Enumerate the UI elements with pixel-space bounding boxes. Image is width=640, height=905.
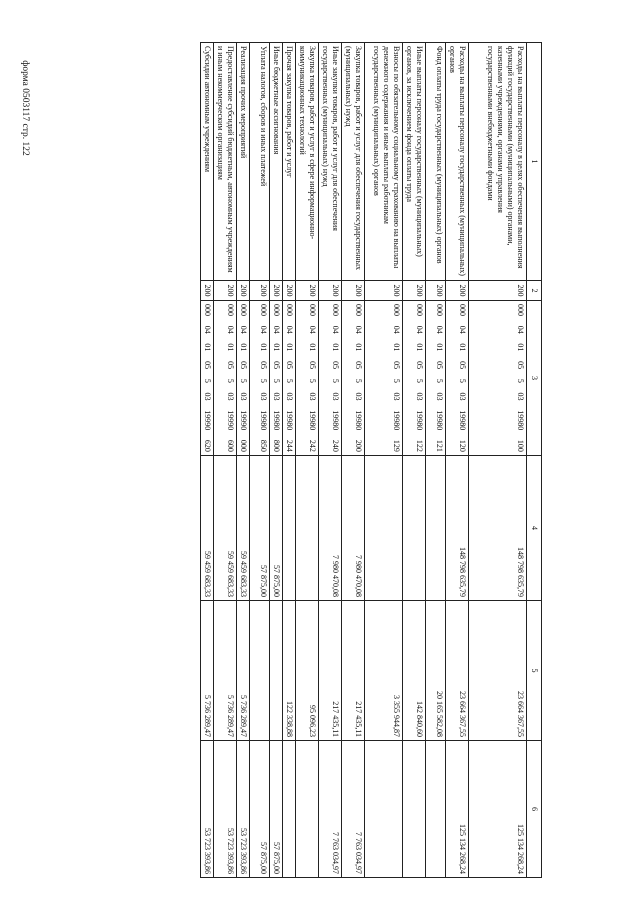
code-part: 04 [259, 325, 268, 334]
line-code: 200 [214, 281, 237, 301]
code-part: 05 [259, 361, 268, 370]
code-part: 19980 [308, 410, 317, 431]
code-part: 120 [458, 439, 467, 452]
code-parts [391, 304, 401, 452]
code-part: 000 [308, 304, 317, 316]
code-part: 5 [259, 378, 268, 383]
column-header: 4 [527, 456, 542, 601]
row-name: Субсидии автономным учреждениям [201, 43, 214, 281]
code-part: 19980 [392, 410, 401, 431]
line-code: 200 [270, 281, 283, 301]
line-code: 200 [426, 281, 446, 301]
unexecuted-amount: 125 134 268,24 [469, 741, 527, 878]
line-code: 200 [283, 281, 296, 301]
code-part: 03 [516, 392, 525, 401]
code-part: 04 [392, 325, 401, 334]
budget-classification-code [250, 301, 270, 456]
code-part: 03 [239, 392, 248, 401]
executed-amount: 95 096,23 [296, 601, 319, 741]
code-part: 000 [203, 304, 212, 316]
executed-amount: 5 736 289,47 [237, 601, 250, 741]
code-part: 19980 [415, 410, 424, 431]
column-number-row [527, 43, 542, 878]
code-part: 04 [239, 325, 248, 334]
code-part: 03 [435, 392, 444, 401]
code-part: 05 [285, 361, 294, 370]
line-code: 200 [403, 281, 426, 301]
table-row [237, 43, 250, 878]
code-part: 01 [308, 343, 317, 352]
code-part: 5 [203, 378, 212, 383]
approved-amount: 148 798 635,79 [469, 456, 527, 601]
budget-classification-code [270, 301, 283, 456]
code-part: 01 [203, 343, 212, 352]
code-parts [258, 304, 268, 452]
unexecuted-amount [296, 741, 319, 878]
line-code: 200 [469, 281, 527, 301]
code-part: 19980 [516, 410, 525, 431]
approved-amount [426, 456, 446, 601]
row-name: Предоставление субсидий бюджетным, автономным учреждениям и иным некоммерческим организациям [214, 43, 237, 281]
table-body [201, 43, 527, 878]
approved-amount: 59 459 683,33 [201, 456, 214, 601]
row-name: Закупка товаров, работ и услуг для обеспечения государственных (муниципальных) нужд [342, 43, 365, 281]
code-part: 100 [516, 439, 525, 452]
code-part: 5 [516, 378, 525, 383]
row-name: Расходы на выплаты персоналу в целях обеспечения выполнения функций государственными (муниципальными) органами, казенными учреждениями, органами управления государственными внебюджетными фондами [469, 43, 527, 281]
row-name: Расходы на выплаты персоналу государственных (муниципальных) органов [446, 43, 469, 281]
code-part: 03 [392, 392, 401, 401]
page-header [10, 18, 40, 198]
executed-amount: 5 736 289,47 [201, 601, 214, 741]
column-header: 2 [527, 281, 542, 301]
row-name: Взносы по обязательному социальному страхованию на выплаты денежного содержания и иные выплаты работникам государственных (муниципальных) органов [365, 43, 403, 281]
code-part: 000 [516, 304, 525, 316]
code-part: 5 [458, 378, 467, 383]
column-header: 3 [527, 301, 542, 456]
code-part: 04 [331, 325, 340, 334]
code-parts [414, 304, 424, 452]
approved-amount: 7 980 470,08 [319, 456, 342, 601]
code-part: 05 [331, 361, 340, 370]
budget-classification-code [403, 301, 426, 456]
table-row [342, 43, 365, 878]
unexecuted-amount [426, 741, 446, 878]
code-parts [307, 304, 317, 452]
code-part: 19990 [239, 410, 248, 431]
code-parts [271, 304, 281, 452]
executed-amount: 20 165 582,08 [426, 601, 446, 741]
code-part: 01 [435, 343, 444, 352]
code-part: 01 [272, 343, 281, 352]
line-code: 200 [250, 281, 270, 301]
unexecuted-amount: 125 134 268,24 [446, 741, 469, 878]
budget-classification-code [201, 301, 214, 456]
code-part: 000 [259, 304, 268, 316]
code-part: 850 [259, 439, 268, 452]
table-row [365, 43, 403, 878]
executed-amount: 142 840,60 [403, 601, 426, 741]
code-part: 5 [226, 378, 235, 383]
code-part: 05 [458, 361, 467, 370]
code-part: 05 [435, 361, 444, 370]
code-part: 03 [226, 392, 235, 401]
code-part: 04 [226, 325, 235, 334]
code-part: 200 [354, 439, 363, 452]
row-name: Фонд оплаты труда государственных (муниципальных) органов [426, 43, 446, 281]
code-part: 600 [226, 439, 235, 452]
code-part: 19980 [458, 410, 467, 431]
executed-amount: 23 664 367,55 [446, 601, 469, 741]
code-part: 000 [239, 304, 248, 316]
code-part: 01 [392, 343, 401, 352]
code-part: 04 [308, 325, 317, 334]
executed-amount: 217 435,11 [342, 601, 365, 741]
code-part: 05 [308, 361, 317, 370]
code-parts [284, 304, 294, 452]
code-part: 121 [435, 439, 444, 452]
row-name: Реализация прочих мероприятий [237, 43, 250, 281]
approved-amount: 57 875,00 [270, 456, 283, 601]
table-row [250, 43, 270, 878]
code-part: 5 [308, 378, 317, 383]
code-part: 000 [415, 304, 424, 316]
code-part: 04 [285, 325, 294, 334]
row-name: Уплата налогов, сборов и иных платежей [250, 43, 270, 281]
unexecuted-amount: 57 875,00 [250, 741, 270, 878]
unexecuted-amount [403, 741, 426, 878]
unexecuted-amount: 53 723 393,86 [201, 741, 214, 878]
executed-amount: 3 355 944,87 [365, 601, 403, 741]
code-part: 19980 [354, 410, 363, 431]
code-part: 5 [272, 378, 281, 383]
code-part: 05 [203, 361, 212, 370]
code-part: 000 [285, 304, 294, 316]
code-parts [434, 304, 444, 452]
code-part: 122 [415, 439, 424, 452]
budget-classification-code [469, 301, 527, 456]
expenditure-table [200, 42, 542, 878]
budget-classification-code [319, 301, 342, 456]
code-parts [330, 304, 340, 452]
code-part: 05 [239, 361, 248, 370]
code-part: 04 [203, 325, 212, 334]
code-part: 240 [331, 439, 340, 452]
approved-amount [403, 456, 426, 601]
code-part: 5 [354, 378, 363, 383]
row-name: Иные закупки товаров, работ и услуг для обеспечения государственных (муниципальных) нужд [319, 43, 342, 281]
line-code: 200 [365, 281, 403, 301]
row-name: Иные выплаты персоналу государственных (муниципальных) органов, за исключением фонда оплаты труда [403, 43, 426, 281]
table-row [214, 43, 237, 878]
code-part: 19980 [331, 410, 340, 431]
code-part: 04 [458, 325, 467, 334]
budget-classification-code [446, 301, 469, 456]
code-part: 03 [415, 392, 424, 401]
approved-amount [365, 456, 403, 601]
line-code: 200 [201, 281, 214, 301]
code-part: 000 [435, 304, 444, 316]
code-part: 04 [516, 325, 525, 334]
budget-classification-code [214, 301, 237, 456]
code-part: 05 [392, 361, 401, 370]
budget-classification-code [296, 301, 319, 456]
code-part: 01 [331, 343, 340, 352]
column-header: 1 [527, 43, 542, 281]
code-parts [515, 304, 525, 452]
code-part: 5 [239, 378, 248, 383]
unexecuted-amount: 7 763 034,97 [319, 741, 342, 878]
code-part: 01 [354, 343, 363, 352]
code-part: 01 [516, 343, 525, 352]
code-part: 000 [331, 304, 340, 316]
executed-amount: 122 338,88 [283, 601, 296, 741]
code-part: 19990 [226, 410, 235, 431]
approved-amount: 57 875,00 [250, 456, 270, 601]
approved-amount [283, 456, 296, 601]
executed-amount [270, 601, 283, 741]
code-part: 03 [259, 392, 268, 401]
unexecuted-amount [283, 741, 296, 878]
code-part: 01 [415, 343, 424, 352]
budget-classification-code [342, 301, 365, 456]
code-part: 000 [239, 439, 248, 452]
code-part: 03 [285, 392, 294, 401]
code-part: 03 [272, 392, 281, 401]
code-part: 01 [239, 343, 248, 352]
executed-amount: 23 664 367,55 [469, 601, 527, 741]
budget-classification-code [237, 301, 250, 456]
code-part: 000 [272, 304, 281, 316]
code-part: 000 [354, 304, 363, 316]
code-part: 05 [272, 361, 281, 370]
table-row [446, 43, 469, 878]
rotated-report-page [58, 42, 542, 877]
code-part: 5 [285, 378, 294, 383]
approved-amount: 59 459 683,33 [237, 456, 250, 601]
table-row [426, 43, 446, 878]
code-parts [225, 304, 235, 452]
form-number: форма 0503117 стр. 122 [20, 60, 30, 156]
table-row [270, 43, 283, 878]
code-part: 19980 [285, 410, 294, 431]
approved-amount: 148 798 635,79 [446, 456, 469, 601]
code-part: 04 [435, 325, 444, 334]
code-part: 01 [458, 343, 467, 352]
line-code: 200 [446, 281, 469, 301]
code-part: 05 [354, 361, 363, 370]
table-row [319, 43, 342, 878]
code-part: 19980 [259, 410, 268, 431]
code-part: 5 [415, 378, 424, 383]
code-parts [353, 304, 363, 452]
code-part: 5 [435, 378, 444, 383]
code-part: 05 [516, 361, 525, 370]
line-code: 200 [319, 281, 342, 301]
approved-amount: 59 459 683,33 [214, 456, 237, 601]
code-parts [457, 304, 467, 452]
budget-classification-code [283, 301, 296, 456]
table-row [296, 43, 319, 878]
code-part: 244 [285, 439, 294, 452]
unexecuted-amount: 7 763 034,97 [342, 741, 365, 878]
code-part: 03 [308, 392, 317, 401]
executed-amount: 5 736 289,47 [214, 601, 237, 741]
table-row [201, 43, 214, 878]
unexecuted-amount [365, 741, 403, 878]
code-part: 000 [226, 304, 235, 316]
code-part: 01 [285, 343, 294, 352]
table-row [469, 43, 527, 878]
code-parts [238, 304, 248, 452]
unexecuted-amount: 53 723 393,86 [237, 741, 250, 878]
code-part: 01 [259, 343, 268, 352]
code-part: 01 [226, 343, 235, 352]
code-part: 05 [415, 361, 424, 370]
code-part: 129 [392, 439, 401, 452]
code-part: 242 [308, 439, 317, 452]
code-parts [202, 304, 212, 452]
code-part: 19980 [272, 410, 281, 431]
line-code: 200 [296, 281, 319, 301]
unexecuted-amount: 57 875,00 [270, 741, 283, 878]
code-part: 04 [415, 325, 424, 334]
executed-amount: 217 435,11 [319, 601, 342, 741]
code-part: 03 [458, 392, 467, 401]
code-part: 03 [354, 392, 363, 401]
code-part: 000 [458, 304, 467, 316]
line-code: 200 [237, 281, 250, 301]
code-part: 03 [203, 392, 212, 401]
code-part: 19980 [435, 410, 444, 431]
row-name: Иные бюджетные ассигнования [270, 43, 283, 281]
code-part: 05 [226, 361, 235, 370]
code-part: 19990 [203, 410, 212, 431]
code-part: 5 [392, 378, 401, 383]
line-code: 200 [342, 281, 365, 301]
executed-amount [250, 601, 270, 741]
row-name: Закупка товаров, работ и услуг в сфере информационно-коммуникационных технологий [296, 43, 319, 281]
row-name: Прочая закупка товаров, работ и услуг [283, 43, 296, 281]
approved-amount: 7 980 470,08 [342, 456, 365, 601]
table-row [283, 43, 296, 878]
code-part: 000 [392, 304, 401, 316]
table-row [403, 43, 426, 878]
budget-classification-code [365, 301, 403, 456]
column-header: 5 [527, 601, 542, 741]
code-part: 800 [272, 439, 281, 452]
code-part: 5 [331, 378, 340, 383]
code-part: 620 [203, 439, 212, 452]
approved-amount [296, 456, 319, 601]
code-part: 04 [354, 325, 363, 334]
column-header: 6 [527, 741, 542, 878]
unexecuted-amount: 53 723 393,86 [214, 741, 237, 878]
code-part: 04 [272, 325, 281, 334]
budget-classification-code [426, 301, 446, 456]
code-part: 03 [331, 392, 340, 401]
